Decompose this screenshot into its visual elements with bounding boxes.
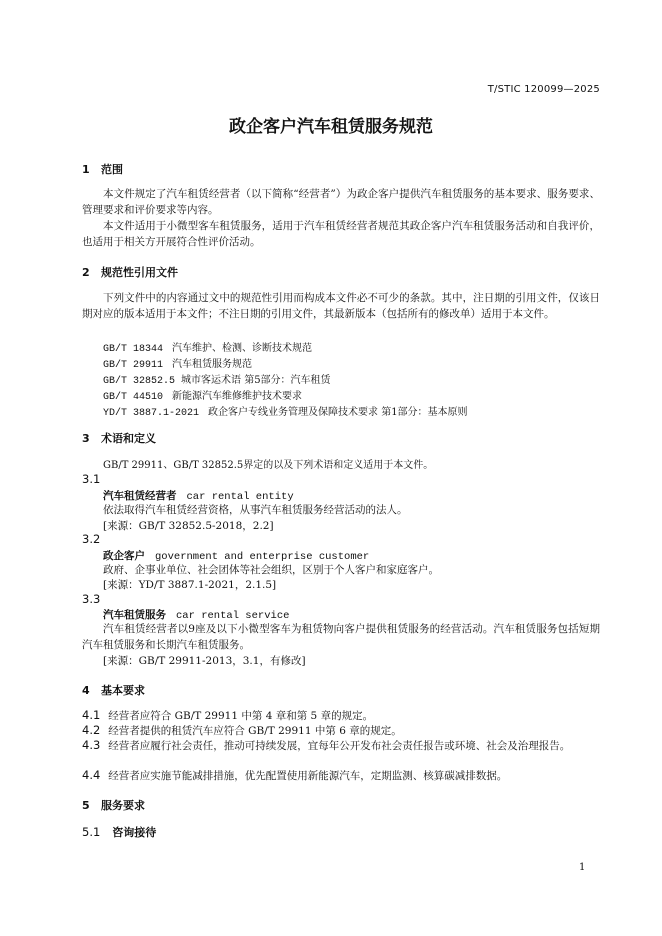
section-number: 3 <box>82 432 90 445</box>
section-5-heading <box>82 797 145 813</box>
reference-item <box>103 387 302 403</box>
document-title: 政企客户汽车租赁服务规范 <box>229 117 433 137</box>
requirement-item <box>82 723 600 739</box>
section-3-intro: GB/T 29911、GB/T 32852.5界定的以及下列术语和定义适用于本文件。 <box>103 460 434 471</box>
section-title: 范围 <box>101 163 123 176</box>
section-number: 5 <box>82 799 90 812</box>
term-english: government and enterprise customer <box>155 551 370 563</box>
section-3-heading <box>82 430 156 446</box>
reference-title: 政企客户专线业务管理及保障技术要求 第1部分：基本原则 <box>208 407 468 418</box>
requirement-number: 4.3 <box>82 738 101 752</box>
reference-title: 汽车租赁服务规范 <box>172 359 253 370</box>
section-1-heading <box>82 161 123 177</box>
subsection-number: 5.1 <box>82 825 101 839</box>
term-name <box>103 607 289 622</box>
reference-code: GB/T 29911 <box>103 360 164 371</box>
reference-item <box>103 355 252 371</box>
term-english: car rental entity <box>186 491 294 503</box>
section-number: 2 <box>82 266 90 279</box>
section-2-paragraph-1: 下列文件中的内容通过文中的规范性引用而构成本文件必不可少的条款。其中，注日期的引用文件，仅该日期对应的版本适用于本文件；不注日期的引用文件，其最新版本（包括所有的修改单）适用于本文件。 <box>82 292 600 320</box>
section-1-paragraph-1: 本文件规定了汽车租赁经营者（以下简称“经营者”）为政企客户提供汽车租赁服务的基本要求、服务要求、管理要求和评价要求等内容。 <box>82 188 600 216</box>
reference-code: GB/T 32852.5 <box>103 376 176 387</box>
requirement-item <box>82 708 600 724</box>
subsection-5-1-heading <box>82 824 156 840</box>
reference-code: YD/T 3887.1-2021 <box>103 408 200 419</box>
term-definition: 政府、企事业单位、社会团体等社会组织，区别于个人客户和家庭客户。 <box>103 564 439 576</box>
section-title: 术语和定义 <box>101 432 156 445</box>
term-definition: 依法取得汽车租赁经营资格，从事汽车租赁服务经营活动的法人。 <box>103 504 408 516</box>
requirement-item <box>82 738 600 754</box>
term-name <box>103 488 294 503</box>
reference-item <box>103 403 468 419</box>
reference-title: 汽车维护、检测、诊断技术规范 <box>172 343 313 354</box>
term-definition: 汽车租赁经营者以9座及以下小微型客车为租赁物向客户提供租赁服务的经营活动。汽车租赁服务包括短期汽车租赁服务和长期汽车租赁服务。 <box>82 623 600 651</box>
requirement-text: 经营者应实施节能减排措施，优先配置使用新能源汽车，定期监测、核算碳减排数据。 <box>108 770 508 782</box>
section-2-heading <box>82 264 178 280</box>
section-number: 1 <box>82 163 90 176</box>
requirement-number: 4.4 <box>82 768 101 782</box>
requirement-text: 经营者提供的租赁汽车应符合 GB/T 29911 中第 6 章的规定。 <box>108 725 402 737</box>
reference-item <box>103 371 331 387</box>
section-number: 4 <box>82 684 90 697</box>
term-number: 3.2 <box>82 532 101 546</box>
term-number: 3.1 <box>82 472 101 486</box>
term-source: [来源：GB/T 29911-2013，3.1，有修改] <box>103 655 306 667</box>
subsection-title: 咨询接待 <box>112 826 157 839</box>
term-number: 3.3 <box>82 592 101 606</box>
reference-code: GB/T 44510 <box>103 392 164 403</box>
term-source: [来源：YD/T 3887.1-2021，2.1.5] <box>103 579 277 591</box>
term-chinese: 政企客户 <box>103 550 145 562</box>
section-title: 基本要求 <box>101 684 145 697</box>
term-chinese: 汽车租赁经营者 <box>103 490 177 502</box>
document-code: T/STIC 120099—2025 <box>487 84 600 95</box>
reference-code: GB/T 18344 <box>103 344 164 355</box>
section-title: 服务要求 <box>101 799 145 812</box>
requirement-text: 经营者应履行社会责任，推动可持续发展，宜每年公开发布社会责任报告或环境、社会及治理报告。 <box>108 740 571 752</box>
requirement-number: 4.1 <box>82 708 101 722</box>
page-number: 1 <box>579 862 586 873</box>
requirement-number: 4.2 <box>82 723 101 737</box>
reference-title: 新能源汽车维修维护技术要求 <box>172 391 303 402</box>
section-4-heading <box>82 682 145 698</box>
section-1-paragraph-2: 本文件适用于小微型客车租赁服务，适用于汽车租赁经营者规范其政企客户汽车租赁服务活动和自我评价，也适用于相关方开展符合性评价活动。 <box>82 220 600 248</box>
reference-title: 城市客运术语 第5部分：汽车租赁 <box>181 375 331 386</box>
term-source: [来源：GB/T 32852.5-2018，2.2] <box>103 520 274 532</box>
term-english: car rental service <box>176 610 290 622</box>
requirement-text: 经营者应符合 GB/T 29911 中第 4 章和第 5 章的规定。 <box>108 710 374 722</box>
term-chinese: 汽车租赁服务 <box>103 609 166 621</box>
term-name <box>103 548 369 563</box>
reference-item <box>103 339 312 355</box>
requirement-item <box>82 768 600 784</box>
section-title: 规范性引用文件 <box>101 266 178 279</box>
